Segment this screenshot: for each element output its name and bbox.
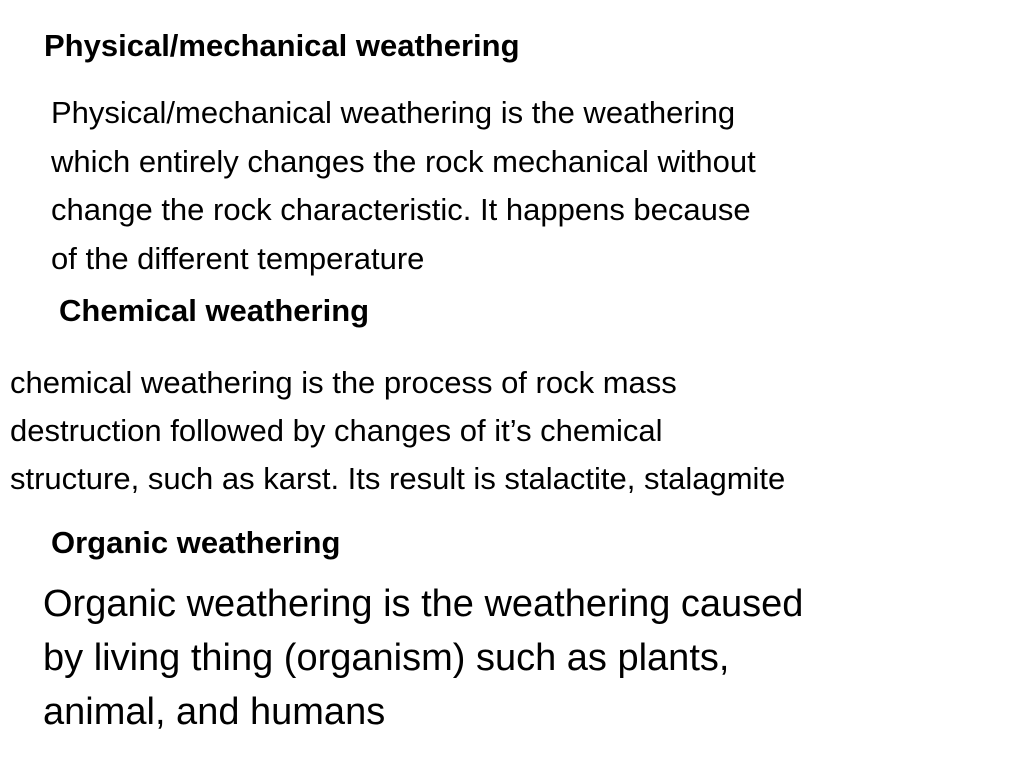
text-line: Organic weathering is the weathering caused [43,583,804,625]
text-line: by living thing (organism) such as plants, [43,637,730,679]
text-line: of the different temperature [51,240,425,276]
physical-weathering-heading: Physical/mechanical weathering [44,28,520,63]
organic-weathering-text [43,577,803,739]
chemical-weathering-text [10,359,785,503]
chemical-weathering-heading: Chemical weathering [59,293,370,328]
physical-weathering-text [51,89,756,283]
organic-weathering-heading: Organic weathering [51,525,341,560]
text-line: animal, and humans [43,691,386,733]
text-line: change the rock characteristic. It happens because [51,192,751,227]
text-line: which entirely changes the rock mechanical without [51,143,756,179]
text-line: Physical/mechanical weathering is the weathering [51,95,736,130]
text-line: destruction followed by changes of it’s chemical [10,413,663,448]
text-line: chemical weathering is the process of rock mass [10,365,677,400]
text-line: structure, such as karst. Its result is stalactite, stalagmite [10,461,786,496]
